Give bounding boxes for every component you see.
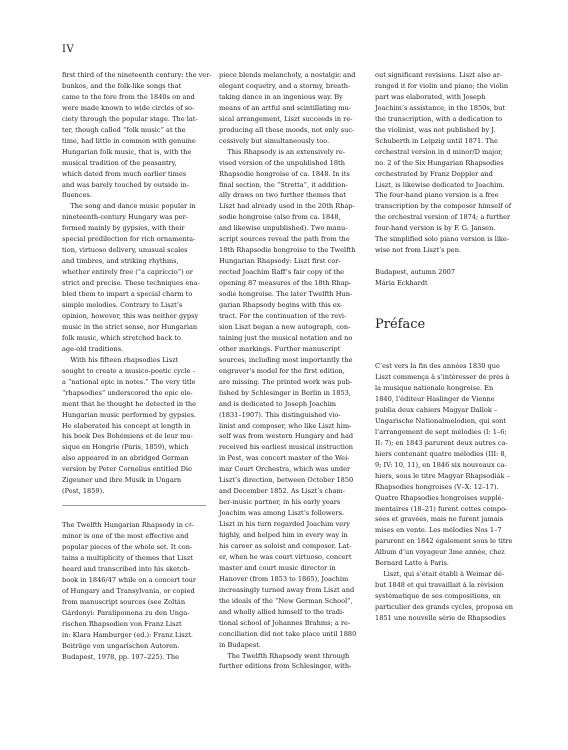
text-line: orchestral version in d minor/D major,: [375, 147, 503, 156]
text-line: no. 2 of the Six Hungarian Rhapsodies: [375, 158, 504, 167]
paragraph: [62, 70, 212, 201]
text-line: book in 1846/47 while on a concert tour: [62, 575, 197, 584]
text-line: final section, the “Stretta”, it addition-: [219, 180, 348, 189]
text-line: the transcription, with a dedication to: [375, 114, 503, 123]
text-line: Zigeuner und ihre Musik in Ungarn: [62, 476, 182, 485]
text-line: tional school of Johannes Brahms; a re-: [219, 618, 351, 627]
text-line: ter, though called “folk music” at the: [62, 125, 186, 134]
text-line: ciety through the popular stage. The lat-: [62, 114, 198, 123]
text-line: Liszt commença à s’intéresser de près à: [375, 373, 510, 382]
text-line: 9; IV: 10, 11), en 1846 six nouveaux ca-: [375, 460, 507, 469]
text-line: sical arrangement, Liszt succeeds in re-: [219, 114, 353, 123]
text-line: fluences.: [62, 191, 92, 200]
text-line: first third of the nineteenth century: the ver-: [62, 71, 212, 79]
text-line: version by Peter Cornelius entitled Die: [62, 465, 192, 474]
text-line: part was elaborated, with Joseph: [375, 92, 486, 101]
text-line: opening 87 measures of the 18th Rhap-: [219, 279, 352, 288]
text-line: publia deux cahiers Magyar Dallok –: [375, 405, 498, 414]
text-line: received his earliest musical instruction: [219, 443, 354, 452]
text-line: garian Rhapsody begins with this ex-: [219, 301, 343, 310]
text-line: rected Joachim Raff’s fair copy of the: [219, 268, 345, 277]
text-line: also appeared in an abridged German: [62, 454, 189, 463]
text-line: lished by Schlesinger in Berlin in 1853,: [219, 388, 351, 397]
text-line: from manuscript sources (see Zoltán: [62, 597, 186, 606]
text-line: (1831–1907). This distinguished vio-: [219, 410, 341, 419]
paragraph: [375, 361, 521, 569]
text-line: Hanover (from 1853 to 1865), Joachim: [219, 574, 349, 583]
text-line: The song and dance music popular in: [62, 202, 196, 211]
text-line: opinion, however, this was neither gypsy: [62, 311, 199, 320]
text-line: strict and precise. These techniques ena-: [62, 279, 200, 288]
text-line: The simplified solo piano version is like-: [375, 235, 510, 244]
text-line: simple melodies. Contrary to Liszt’s: [62, 301, 183, 310]
text-line: tion, virtuoso delivery, unusual scales: [62, 246, 188, 255]
section-divider: [62, 505, 206, 520]
column-2: [219, 70, 363, 672]
text-line: Mária Eckhardt: [375, 279, 428, 288]
text-line: in: Klara Hamburger (ed.): Franz Liszt.: [62, 630, 193, 639]
text-line: “rhapsodies” underscored the epic ele-: [62, 388, 193, 397]
text-line: parurent en 1842 également sous le titre: [375, 537, 513, 546]
text-line: taking dance in an ingenious way. By: [219, 92, 343, 101]
text-line: tract. For the continuation of the revi-: [219, 311, 347, 320]
text-line: special predilection for rich ornamenta-: [62, 235, 196, 244]
text-line: The Twelfth Hungarian Rhapsody in c♯-: [62, 521, 195, 530]
text-line: but 1848 et qui travaillait à la révision: [375, 581, 504, 590]
text-line: l’arrangement de sept mélodies (I: 1–6;: [375, 427, 507, 436]
text-line: sources, including most importantly the: [219, 355, 353, 364]
text-line: formed mainly by gypsies, with their: [62, 224, 185, 233]
text-line: Hungarian folk music, that is, with the: [62, 147, 192, 156]
text-line: vised version of the unpublished 18th: [219, 158, 345, 167]
text-line: Liszt in his turn regarded Joachim very: [219, 520, 351, 529]
text-line: C’est vers la fin des années 1830 que: [375, 362, 500, 371]
paragraph: [219, 147, 363, 651]
text-line: and likewise unpublished). Two manu-: [219, 224, 348, 233]
paragraph: [375, 569, 521, 624]
text-line: whether entirely free (“a capriccio”) or: [62, 268, 193, 277]
text-line: Liszt’s direction, between October 1850: [219, 476, 354, 485]
text-line: The four-hand piano version is a free: [375, 191, 499, 200]
text-line: popular pieces of the whole set. It con-: [62, 543, 193, 552]
text-line: folk music, which stretched back to: [62, 333, 181, 342]
text-line: 18th Rhapsodie hongroise to the Twelfth: [219, 246, 356, 255]
text-line: wise not from Liszt’s pen.: [375, 246, 462, 255]
text-line: increasingly turned away from Liszt and: [219, 585, 355, 594]
text-line: The Twelfth Rhapsody went through: [219, 651, 350, 660]
text-line: sought to create a musico-poetic cycle -: [62, 366, 195, 375]
text-line: cessively but simultaneously too.: [219, 136, 330, 145]
text-line: sées et gravées, mais ne furent jamais: [375, 515, 504, 524]
text-line: are missing. The printed work was pub-: [219, 377, 353, 386]
text-line: out significant revisions. Liszt also ar-: [375, 71, 503, 79]
text-line: tains a multiplicity of themes that Liszt: [62, 554, 194, 563]
text-line: piece blends melancholy, a nostalgic and: [219, 71, 356, 79]
text-line: producing all these moods, not only suc-: [219, 125, 355, 134]
text-line: master and court music director in: [219, 563, 336, 572]
text-line: Rhapsodies hongroises (V–X: 12–17).: [375, 482, 499, 491]
text-line: Liszt, qui s’était établi à Weimar dé-: [375, 570, 505, 579]
text-line: linist and composer, who like Liszt him-: [219, 421, 352, 430]
text-line: Rhapsodie hongroise of ca. 1848. In its: [219, 169, 350, 178]
text-line: Hungarian Rhapsody: Liszt first cor-: [219, 257, 341, 266]
text-line: musical tradition of the peasantry,: [62, 158, 177, 167]
text-line: Budapest, autumn 2007: [375, 268, 456, 277]
text-line: conciliation did not take place until 1880: [219, 629, 357, 638]
paragraph: [375, 70, 521, 256]
text-line: mentaires (18–21) furent cettes compo-: [375, 504, 508, 513]
text-line: highly, and helped him in every way in: [219, 531, 348, 540]
text-line: the ideals of the “New German School”,: [219, 596, 353, 605]
text-line: sodie hongroise. The later Twelfth Hun-: [219, 290, 353, 299]
text-line: taining just the musical notation and no: [219, 333, 353, 342]
paragraph: [219, 70, 363, 147]
text-line: Liszt, is likewise dedicated to Joachim.: [375, 180, 505, 189]
text-line: came to the fore from the 1840s on and: [62, 92, 195, 101]
page-number: IV: [62, 44, 75, 55]
text-line: engraver’s model for the first edition,: [219, 366, 345, 375]
text-line: Hungarian music performed by gypsies.: [62, 410, 197, 419]
text-line: bled them to impart a special charm to: [62, 290, 193, 299]
signoff: [375, 267, 521, 289]
text-line: self was from western Hungary and had: [219, 432, 354, 441]
text-line: and is dedicated to Joseph Joachim: [219, 399, 337, 408]
text-line: and was barely touched by outside in-: [62, 180, 189, 189]
text-line: ment that he thought he detected in the: [62, 399, 197, 408]
text-line: Joachim was among Liszt’s followers.: [219, 509, 345, 518]
text-line: Ungarische Nationalmelodien, qui sont: [375, 416, 507, 425]
text-line: mises en vente. Les mélodies Nos 1–7: [375, 526, 502, 535]
text-line: nineteenth-century Hungary was per-: [62, 213, 188, 222]
text-line: 1851 une nouvelle série de Rhapsodies: [375, 614, 506, 623]
text-line: particulier des grands cycles, proposa en: [375, 603, 514, 612]
text-line: sion Liszt began a new autograph, con-: [219, 322, 351, 331]
text-line: hiers, sous le titre Magyar Rhapsodiák –: [375, 471, 510, 480]
text-line: were made known to wide circles of so-: [62, 103, 195, 112]
text-line: the violinist, was not published by J.: [375, 125, 496, 134]
text-line: heard and transcribed into his sketch-: [62, 564, 190, 573]
text-line: er, when he was court virtuoso, concert: [219, 552, 352, 561]
text-line: minor is one of the most effective and: [62, 532, 189, 541]
text-line: his book Des Bohémiens et de leur mu-: [62, 432, 193, 441]
text-line: music in the strict sense, nor Hungarian: [62, 322, 198, 331]
text-line: in Budapest.: [219, 640, 261, 649]
text-line: Joachim’s assistance, in the 1850s, but: [375, 103, 506, 112]
text-line: bunkos, and the folk-like songs that: [62, 81, 182, 90]
text-line: further editions from Schlesinger, with-: [219, 662, 352, 671]
text-line: Bernard Latte à Paris.: [375, 559, 449, 568]
text-line: a “national epic in notes.” The very title: [62, 377, 196, 386]
text-line: time, had little in common with genuine: [62, 136, 196, 145]
text-line: II: 7); en 1843 parurent deux autres ca-: [375, 438, 508, 447]
text-line: means of an artful and scintillating mu-: [219, 103, 352, 112]
text-line: mar Court Orchestra, which was under: [219, 465, 351, 474]
text-line: systématique de ses compositions, en: [375, 592, 501, 601]
paragraph: [219, 651, 363, 673]
text-line: Liszt had already used in the 20th Rhap-: [219, 202, 355, 211]
text-line: and wholly allied himself to the tradi-: [219, 607, 345, 616]
text-line: the orchestral version of 1874; a further: [375, 213, 511, 222]
text-line: rischen Rhapsodien von Franz Liszt: [62, 619, 182, 628]
text-line: This Rhapsody is an extensively re-: [219, 147, 345, 156]
text-line: his career as soloist and composer. Lat-: [219, 541, 352, 550]
text-line: ally draws on two further themes that: [219, 191, 346, 200]
text-line: and timbres, and striking rhythms,: [62, 257, 179, 266]
text-line: Gárdonyi: Paralipomena zu den Unga-: [62, 608, 190, 617]
text-line: He elaborated his concept at length in: [62, 421, 191, 430]
column-1: [62, 70, 212, 663]
section-heading: Préface: [375, 317, 426, 333]
text-line: orchestrated by Franz Doppler and: [375, 169, 493, 178]
paragraph: [62, 520, 206, 662]
text-line: and December 1852. As Liszt’s cham-: [219, 487, 346, 496]
text-line: of Hungary and Transylvania, or copied: [62, 586, 195, 595]
text-line: four-hand version is by F. G. Jansen.: [375, 224, 496, 233]
text-line: Beiträge von ungarischen Autoren.: [62, 641, 180, 650]
text-line: transcription by the composer himself of: [375, 202, 512, 211]
text-line: Budapest, 1978, pp. 197–225). The: [62, 652, 179, 661]
column-3: [375, 70, 521, 624]
text-line: Album d’un voyageur 3me année, chez: [375, 548, 505, 557]
paragraph: [62, 355, 206, 497]
text-line: age-old traditions.: [62, 344, 124, 353]
text-line: sique en Hongrie (Paris, 1859), which: [62, 443, 189, 452]
text-line: (Pest, 1859).: [62, 487, 105, 496]
text-line: other markings. Further manuscript: [219, 344, 341, 353]
text-line: script sources reveal the path from the: [219, 235, 350, 244]
text-line: hiers contenant quatre mélodies (III: 8,: [375, 449, 507, 458]
text-line: which dated from much earlier times: [62, 169, 187, 178]
paragraph: [62, 201, 206, 354]
text-line: Quatre Rhapsodies hongroises supplé-: [375, 493, 504, 502]
text-line: ber-music partner, in his early years: [219, 498, 341, 507]
text-line: Schuberth in Leipzig until 1871. The: [375, 136, 498, 145]
text-line: 1840, l’éditeur Haslinger de Vienne: [375, 394, 495, 403]
text-line: ranged it for violin and piano; the violin: [375, 81, 509, 90]
text-line: With his fifteen rhapsodies Liszt: [62, 355, 179, 364]
text-line: sodie hongroise (also from ca. 1848,: [219, 213, 341, 222]
text-line: in Pest, was concert master of the Wei-: [219, 454, 350, 463]
text-line: la musique nationale hongroise. En: [375, 384, 494, 393]
text-line: elegant coquetry, and a stormy, breath-: [219, 81, 351, 90]
